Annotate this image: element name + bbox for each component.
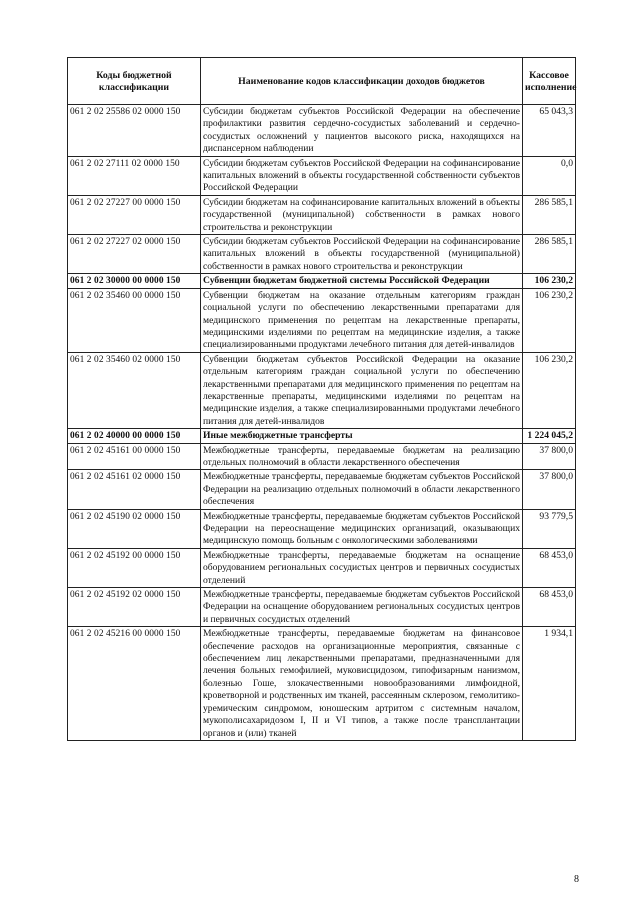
row-name: Иные межбюджетные трансферты [201, 429, 523, 443]
row-code: 061 2 02 30000 00 0000 150 [68, 274, 201, 288]
row-amount: 93 779,5 [523, 509, 576, 548]
row-code: 061 2 02 25586 02 0000 150 [68, 105, 201, 157]
header-code: Коды бюджетной классификации [68, 58, 201, 105]
header-amount: Кассовое исполнение [523, 58, 576, 105]
row-code: 061 2 02 45161 02 0000 150 [68, 470, 201, 509]
row-code: 061 2 02 45216 00 0000 150 [68, 627, 201, 741]
budget-revenue-table [67, 57, 576, 741]
table-row [68, 195, 576, 234]
row-code: 061 2 02 35460 02 0000 150 [68, 352, 201, 428]
table-row [68, 352, 576, 428]
table-row [68, 509, 576, 548]
table-row [68, 429, 576, 443]
table-row [68, 235, 576, 274]
row-amount: 68 453,0 [523, 548, 576, 587]
row-name: Межбюджетные трансферты, передаваемые бюджетам субъектов Российской Федерации на оснащение оборудованием региональных сосудистых центров и первичных сосудистых отделений [201, 588, 523, 627]
row-code: 061 2 02 45192 02 0000 150 [68, 588, 201, 627]
table-row [68, 627, 576, 741]
row-name: Межбюджетные трансферты, передаваемые бюджетам на реализацию отдельных полномочий в области лекарственного обеспечения [201, 443, 523, 470]
row-name: Межбюджетные трансферты, передаваемые бюджетам на оснащение оборудованием региональных сосудистых центров и первичных сосудистых отделений [201, 548, 523, 587]
table-row [68, 105, 576, 157]
table-header-row [68, 58, 576, 105]
row-name: Межбюджетные трансферты, передаваемые бюджетам субъектов Российской Федерации на реализацию отдельных полномочий в области лекарственного обеспечения [201, 470, 523, 509]
row-name: Субвенции бюджетам бюджетной системы Российской Федерации [201, 274, 523, 288]
row-amount: 286 585,1 [523, 235, 576, 274]
row-name: Межбюджетные трансферты, передаваемые бюджетам на финансовое обеспечение расходов на организационные мероприятия, связанные с обеспечением лиц лекарственными препаратами, предназначенными для лечения больных гемофилией, муковисцидозом, гипофизарным нанизмом, болезнью Гоше, злокачественными новообразованиями лимфоидной, кроветворной и родственных им тканей, рассеянным склерозом, гемолитико-уремическим синдромом, юношеским артритом с системным началом, мукополисахаридозом I, II и VI типов, а также после трансплантации органов и (или) тканей [201, 627, 523, 741]
table-row [68, 274, 576, 288]
row-amount: 106 230,2 [523, 288, 576, 352]
row-code: 061 2 02 45190 02 0000 150 [68, 509, 201, 548]
row-code: 061 2 02 27227 02 0000 150 [68, 235, 201, 274]
table-row [68, 470, 576, 509]
table-row [68, 588, 576, 627]
row-amount: 37 800,0 [523, 470, 576, 509]
row-amount: 1 224 045,2 [523, 429, 576, 443]
table-row [68, 443, 576, 470]
row-name: Субсидии бюджетам субъектов Российской Федерации на софинансирование капитальных вложений в объекты государственной (муниципальной) собственности в рамках нового строительства и реконструкции [201, 235, 523, 274]
row-code: 061 2 02 27227 00 0000 150 [68, 195, 201, 234]
row-amount: 106 230,2 [523, 352, 576, 428]
row-amount: 0,0 [523, 156, 576, 195]
row-name: Субсидии бюджетам субъектов Российской Федерации на софинансирование капитальных вложений в объекты государственной собственности субъектов Российской Федерации [201, 156, 523, 195]
row-code: 061 2 02 27111 02 0000 150 [68, 156, 201, 195]
row-amount: 37 800,0 [523, 443, 576, 470]
header-name: Наименование кодов классификации доходов бюджетов [201, 58, 523, 105]
table-row [68, 548, 576, 587]
row-amount: 68 453,0 [523, 588, 576, 627]
row-code: 061 2 02 45161 00 0000 150 [68, 443, 201, 470]
row-code: 061 2 02 35460 00 0000 150 [68, 288, 201, 352]
row-name: Субвенции бюджетам на оказание отдельным категориям граждан социальной услуги по обеспечению лекарственными препаратами для медицинского применения по рецептам на лекарственные препараты, медицинскими изделиями по рецептам на медицинские изделия, а также специализированными продуктами лечебного питания для детей-инвалидов [201, 288, 523, 352]
table-row [68, 156, 576, 195]
row-name: Субсидии бюджетам субъектов Российской Федерации на обеспечение профилактики развития сердечно-сосудистых заболеваний и сердечно-сосудистых осложнений у пациентов высокого риска, находящихся на диспансерном наблюдении [201, 105, 523, 157]
row-code: 061 2 02 45192 00 0000 150 [68, 548, 201, 587]
table-row [68, 288, 576, 352]
row-amount: 65 043,3 [523, 105, 576, 157]
row-name: Субсидии бюджетам на софинансирование капитальных вложений в объекты государственной (муниципальной) собственности в рамках нового строительства и реконструкции [201, 195, 523, 234]
page-number: 8 [574, 874, 579, 885]
row-amount: 106 230,2 [523, 274, 576, 288]
row-name: Субвенции бюджетам субъектов Российской Федерации на оказание отдельным категориям граждан социальной услуги по обеспечению лекарственными препаратами для медицинского применения по рецептам на лекарственные препараты, медицинскими изделиями по рецептам на медицинские изделия, а также специализированными продуктами лечебного питания для детей-инвалидов [201, 352, 523, 428]
row-code: 061 2 02 40000 00 0000 150 [68, 429, 201, 443]
row-amount: 1 934,1 [523, 627, 576, 741]
row-name: Межбюджетные трансферты, передаваемые бюджетам субъектов Российской Федерации на переоснащение медицинских организаций, оказывающих медицинскую помощь больным с онкологическими заболеваниями [201, 509, 523, 548]
row-amount: 286 585,1 [523, 195, 576, 234]
